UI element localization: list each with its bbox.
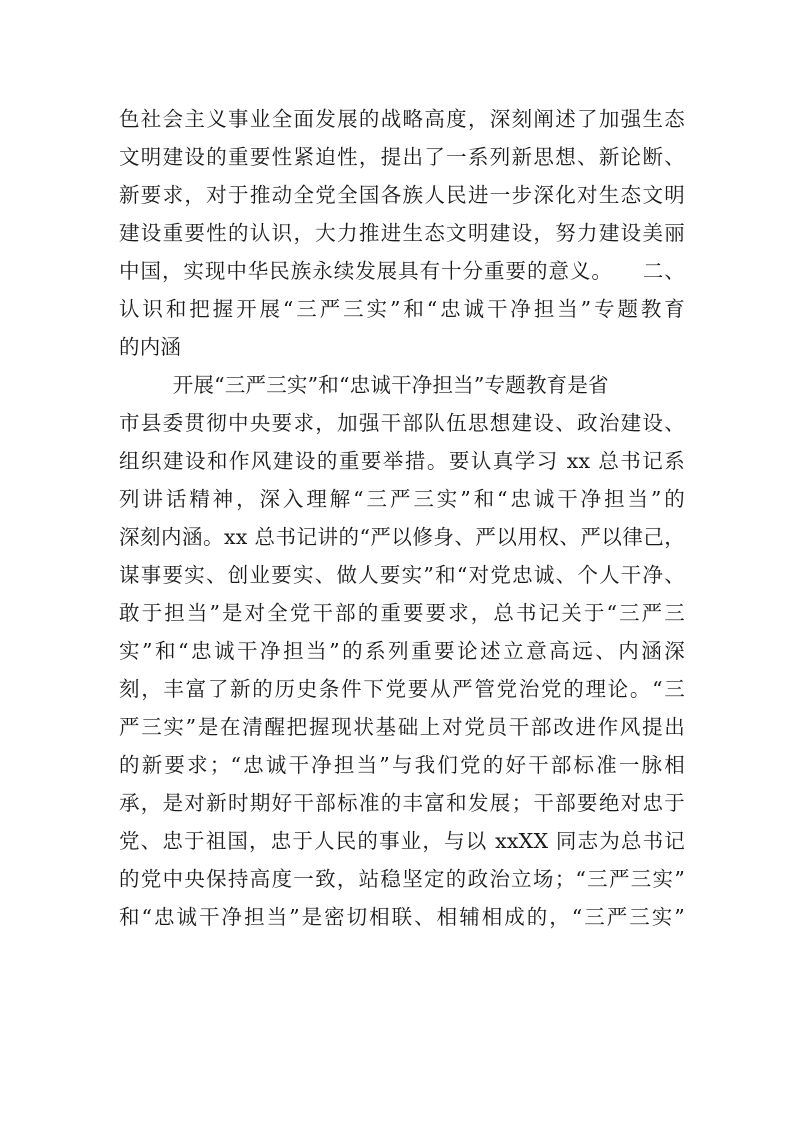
- text-line-15: 实”和“忠诚干净担当”的系列重要论述立意高远、内涵深: [119, 639, 685, 663]
- text-line-3: 新要求，对于推动全党全国各族人民进一步深化对生态文明: [119, 183, 685, 207]
- paragraph-first-line: 开展“三严三实”和“忠诚干净担当”专题教育是省: [119, 373, 609, 397]
- section-heading-line-2: 的内涵: [119, 335, 182, 359]
- text-line-13: 谋事要实、创业要实、做人要实”和“对党忠诚、个人干净、: [119, 563, 685, 587]
- text-line-4: 建设重要性的认识，大力推进生态文明建设，努力建设美丽: [119, 221, 685, 245]
- text-line-20: 党、忠于祖国，忠于人民的事业，与以 xxXX 同志为总书记: [119, 829, 685, 853]
- text-line-5: 中国，实现中华民族永续发展具有十分重要的意义。 二、: [119, 259, 685, 283]
- text-line-16: 刻，丰富了新的历史条件下党要从严管党治党的理论。“三: [119, 677, 685, 701]
- text-line-22: 和“忠诚干净担当”是密切相联、相辅相成的，“三严三实”: [119, 905, 685, 929]
- text-line-17: 严三实”是在清醒把握现状基础上对党员干部改进作风提出: [119, 715, 685, 739]
- text-line-10: 组织建设和作风建设的重要举措。要认真学习 xx 总书记系: [119, 449, 685, 473]
- text-line-21: 的党中央保持高度一致，站稳坚定的政治立场；“三严三实”: [119, 867, 685, 891]
- text-line-1: 色社会主义事业全面发展的战略高度，深刻阐述了加强生态: [119, 107, 685, 131]
- text-line-19: 承，是对新时期好干部标准的丰富和发展；干部要绝对忠于: [119, 791, 685, 815]
- text-line-11: 列讲话精神，深入理解“三严三实”和“忠诚干净担当”的: [119, 487, 685, 511]
- text-line-18: 的新要求；“忠诚干净担当”与我们党的好干部标准一脉相: [119, 753, 685, 777]
- document-body: [119, 100, 685, 936]
- text-line-9: 市县委贯彻中央要求，加强干部队伍思想建设、政治建设、: [119, 411, 685, 435]
- text-line-12: 深刻内涵。xx 总书记讲的“严以修身、严以用权、严以律己，: [119, 525, 685, 549]
- text-line-2: 文明建设的重要性紧迫性，提出了一系列新思想、新论断、: [119, 145, 685, 169]
- text-line-14: 敢于担当”是对全党干部的重要要求，总书记关于“三严三: [119, 601, 685, 625]
- section-heading-line-1: 认识和把握开展“三严三实”和“忠诚干净担当”专题教育: [119, 297, 685, 321]
